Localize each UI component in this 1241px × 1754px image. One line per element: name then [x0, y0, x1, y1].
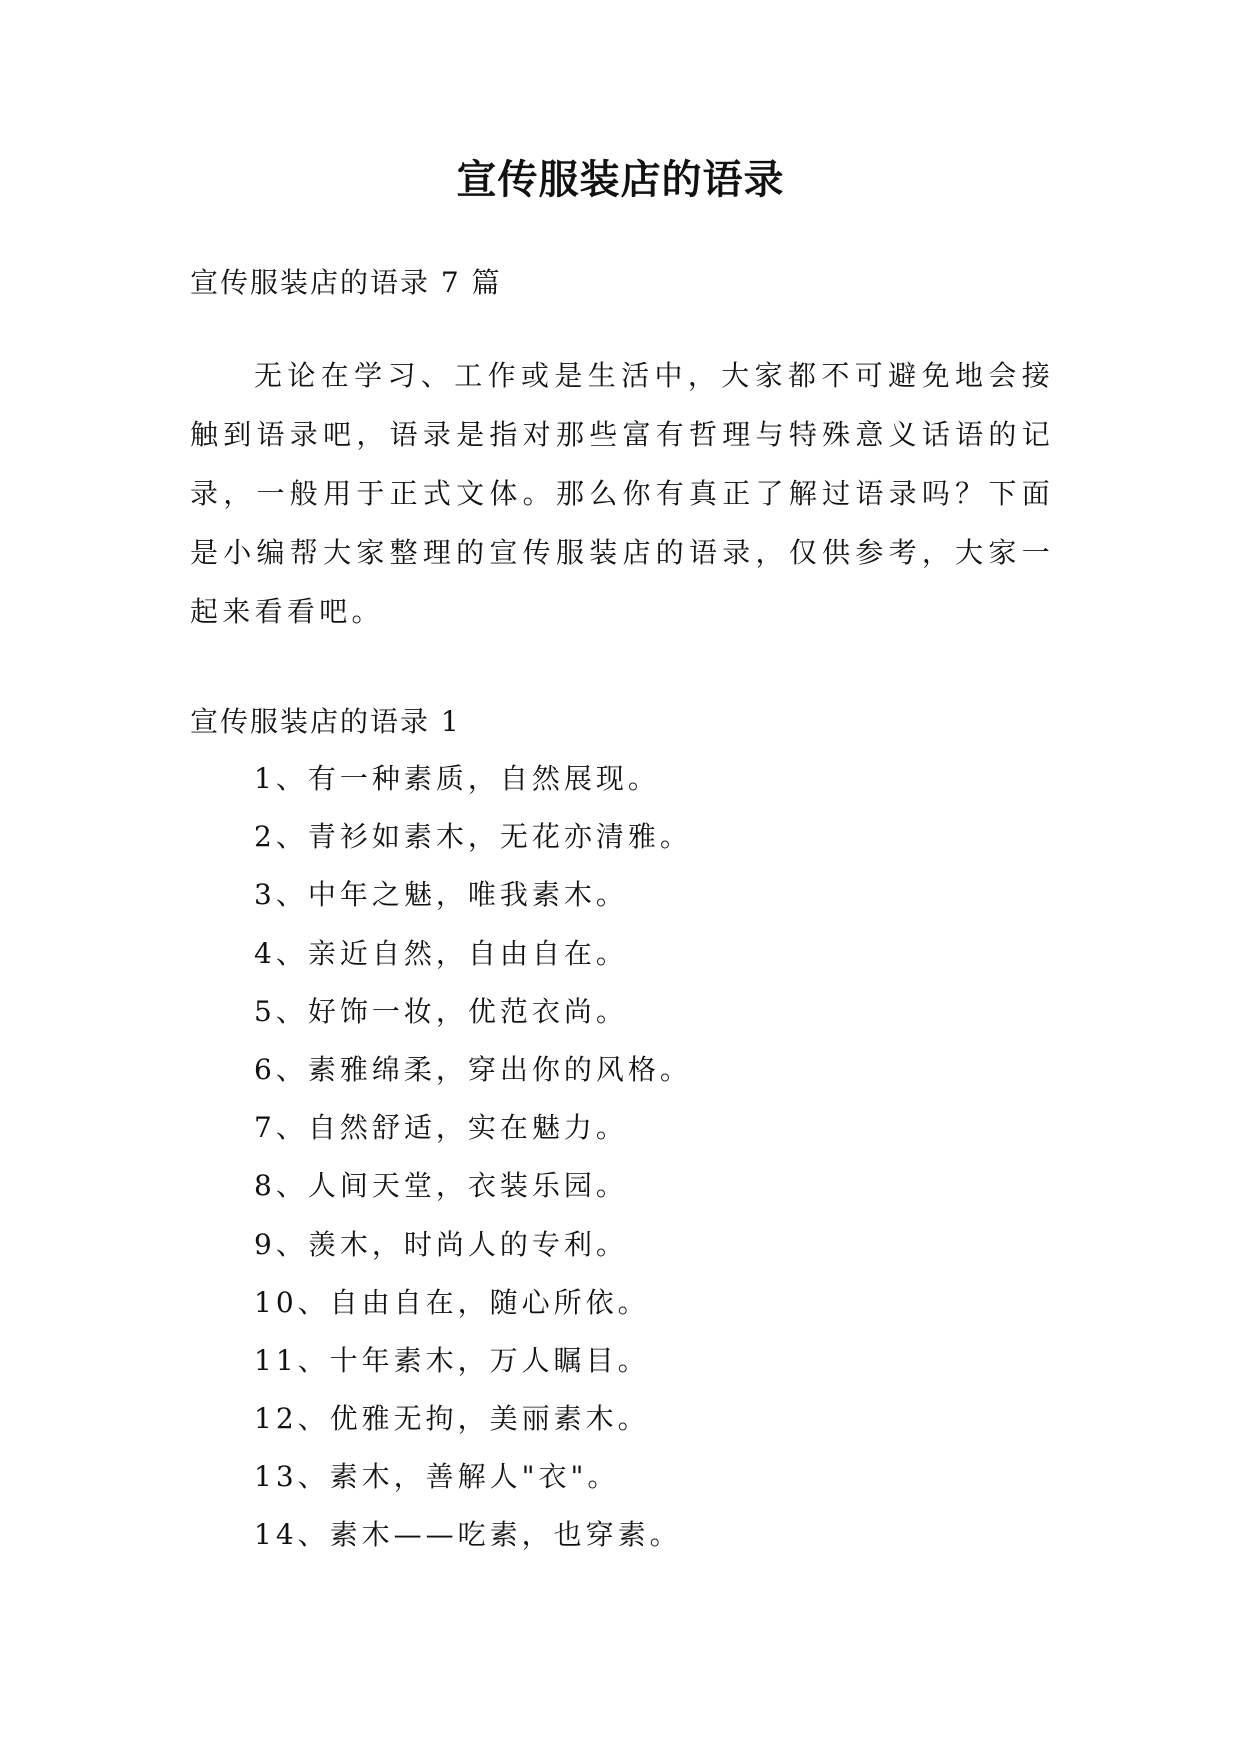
intro-paragraph: 无论在学习、工作或是生活中，大家都不可避免地会接触到语录吧，语录是指对那些富有哲理与特殊意义话语的记录，一般用于正式文体。那么你有真正了解过语录吗？下面是小编帮大家整理的宣传服装店的语录，仅供参考，大家一起来看看吧。 [190, 359, 1054, 628]
quote-item: 7、自然舒适，实在魅力。 [254, 1111, 628, 1145]
quote-item: 9、羡木，时尚人的专利。 [254, 1227, 628, 1261]
quote-item: 13、素木，善解人"衣"。 [254, 1460, 620, 1494]
quote-item: 1、有一种素质，自然展现。 [254, 762, 660, 795]
document-title: 宣传服装店的语录 [456, 156, 785, 203]
quote-list [254, 750, 692, 1565]
quote-item: 6、素雅绵柔，穿出你的风格。 [254, 1052, 692, 1086]
quote-item: 11、十年素木，万人瞩目。 [254, 1343, 650, 1377]
quote-item: 14、素木——吃素，也穿素。 [254, 1518, 682, 1552]
quote-item: 10、自由自在，随心所依。 [254, 1285, 650, 1319]
quote-item: 4、亲近自然，自由自在。 [254, 936, 628, 970]
quote-item: 5、好饰一妆，优范衣尚。 [254, 994, 628, 1028]
section-heading-1: 宣传服装店的语录 1 [190, 705, 461, 738]
quote-item: 12、优雅无拘，美丽素木。 [254, 1402, 650, 1436]
quote-item: 2、青衫如素木，无花亦清雅。 [254, 820, 692, 854]
quote-item: 3、中年之魅，唯我素木。 [254, 878, 628, 912]
quote-item: 8、人间天堂，衣装乐园。 [254, 1169, 628, 1203]
document-subtitle: 宣传服装店的语录 7 篇 [190, 266, 502, 299]
